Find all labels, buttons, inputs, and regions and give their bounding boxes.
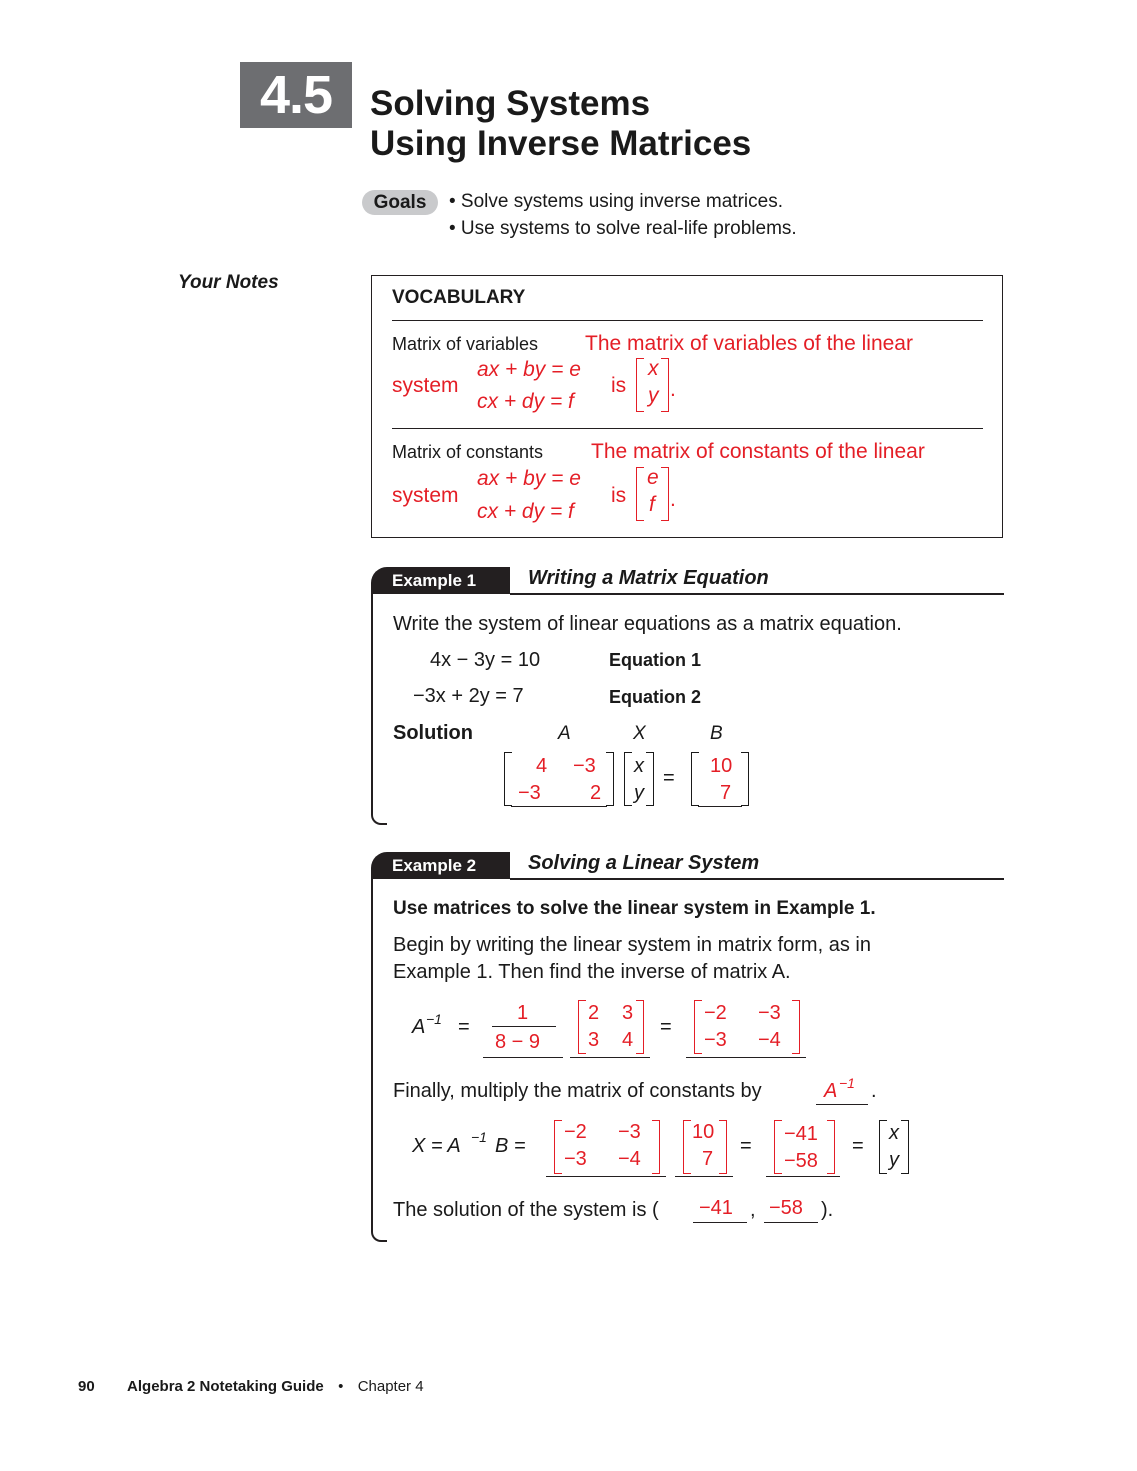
finally-answer-exponent: −1 bbox=[839, 1075, 855, 1091]
bracket-left bbox=[879, 1120, 887, 1174]
bracket-left bbox=[636, 358, 644, 412]
bracket-left bbox=[624, 752, 632, 806]
label-B: B bbox=[710, 723, 723, 744]
matrix-a-12: −3 bbox=[573, 755, 596, 777]
answer-underline bbox=[570, 1057, 650, 1058]
x-lhs: X = A bbox=[412, 1135, 461, 1157]
b-2: 7 bbox=[702, 1148, 714, 1170]
fraction-numerator: 1 bbox=[517, 1002, 529, 1024]
adj-22: 4 bbox=[622, 1029, 634, 1051]
finally-period: . bbox=[871, 1080, 877, 1102]
bracket-right bbox=[606, 752, 614, 806]
section-number: 4.5 bbox=[240, 62, 352, 128]
example1-title: Writing a Matrix Equation bbox=[528, 567, 769, 589]
equals-sign: = bbox=[663, 767, 675, 789]
answer-underline bbox=[686, 1057, 806, 1058]
label-A: A bbox=[558, 723, 571, 744]
bracket-left bbox=[683, 1120, 691, 1174]
example2-title: Solving a Linear System bbox=[528, 852, 760, 874]
page-number: 90 bbox=[78, 1378, 95, 1395]
example1-bracket bbox=[371, 593, 387, 825]
footer-bullet: • bbox=[338, 1378, 344, 1395]
bracket-right bbox=[719, 1120, 727, 1174]
inv-12: −3 bbox=[618, 1121, 641, 1143]
inv-22: −4 bbox=[758, 1029, 781, 1051]
solution-x: −41 bbox=[699, 1197, 733, 1219]
example2-tab: Example 2 bbox=[371, 852, 510, 879]
page-title bbox=[370, 84, 751, 164]
bracket-left bbox=[691, 752, 699, 806]
vocab-eq2: cx + dy = f bbox=[477, 500, 574, 523]
vocab-matrix-entry: x bbox=[648, 357, 659, 380]
vocabulary-heading: VOCABULARY bbox=[392, 287, 526, 308]
bracket-right bbox=[646, 752, 654, 806]
xy-1: x bbox=[889, 1122, 899, 1144]
equals-sign: = bbox=[740, 1135, 752, 1157]
answer-underline bbox=[675, 1176, 733, 1177]
bracket-right bbox=[741, 752, 749, 806]
bracket-left bbox=[578, 1000, 586, 1054]
solution-comma: , bbox=[750, 1199, 756, 1221]
bracket-right bbox=[652, 1120, 660, 1174]
page-footer bbox=[78, 1378, 424, 1395]
ainv-lhs: A bbox=[412, 1016, 426, 1038]
answer-underline bbox=[511, 806, 607, 807]
bracket-left bbox=[694, 1000, 702, 1054]
solution-label: Solution bbox=[393, 722, 473, 744]
matrix-b-1: 10 bbox=[710, 755, 733, 777]
b-1: 10 bbox=[692, 1121, 715, 1143]
bracket-left bbox=[774, 1120, 782, 1174]
x-lhs-rest: B = bbox=[495, 1135, 526, 1157]
vocab-eq1: ax + by = e bbox=[477, 467, 581, 490]
solution-close: ). bbox=[821, 1199, 834, 1221]
label-X: X bbox=[633, 723, 646, 744]
equals-sign: = bbox=[660, 1016, 672, 1038]
example1-tab: Example 1 bbox=[371, 567, 510, 594]
matrix-a-22: 2 bbox=[590, 782, 602, 804]
answer-underline bbox=[693, 1222, 747, 1223]
divider bbox=[392, 428, 983, 429]
vocab-period: . bbox=[670, 378, 676, 401]
matrix-a-11: 4 bbox=[536, 755, 548, 777]
matrix-a-21: −3 bbox=[518, 782, 541, 804]
vocab-matrix-entry: y bbox=[648, 384, 659, 407]
equation-1: 4x − 3y = 10 bbox=[430, 649, 541, 671]
title-line-2: Using Inverse Matrices bbox=[370, 124, 752, 163]
example2-text-1: Begin by writing the linear system in matrix form, as in bbox=[393, 934, 871, 956]
bracket-right bbox=[792, 1000, 800, 1054]
vocab-is: is bbox=[611, 374, 627, 397]
ainv-exponent: −1 bbox=[426, 1011, 442, 1027]
inv-21: −3 bbox=[564, 1148, 587, 1170]
answer-underline bbox=[764, 1222, 818, 1223]
vocab-system-word: system bbox=[392, 374, 459, 397]
answer-underline bbox=[698, 806, 742, 807]
vocab-def-variables: The matrix of variables of the linear bbox=[585, 332, 913, 355]
fraction-denominator: 8 − 9 bbox=[495, 1031, 541, 1053]
chapter-label: Chapter 4 bbox=[357, 1378, 424, 1395]
fraction-bar bbox=[492, 1026, 556, 1027]
bracket-left bbox=[504, 752, 512, 806]
answer-underline bbox=[816, 1104, 868, 1105]
divider bbox=[392, 320, 983, 321]
answer-underline bbox=[766, 1176, 840, 1177]
vocabulary-box bbox=[371, 275, 1003, 538]
answer-underline bbox=[546, 1176, 666, 1177]
solution-y: −58 bbox=[769, 1197, 803, 1219]
example1-rule bbox=[510, 593, 1004, 595]
book-title: Algebra 2 Notetaking Guide bbox=[127, 1378, 324, 1395]
vocab-matrix-entry: e bbox=[647, 466, 659, 489]
goal-item-1: • Solve systems using inverse matrices. bbox=[449, 191, 783, 212]
equation-2: −3x + 2y = 7 bbox=[413, 685, 524, 707]
bracket-right bbox=[636, 1000, 644, 1054]
equals-sign: = bbox=[852, 1135, 864, 1157]
bracket-right bbox=[901, 1120, 909, 1174]
vocab-matrix-entry: f bbox=[649, 493, 655, 516]
bracket-right bbox=[661, 467, 669, 521]
finally-answer: A bbox=[824, 1080, 838, 1102]
inv-21: −3 bbox=[704, 1029, 727, 1051]
vocab-system-word: system bbox=[392, 484, 459, 507]
title-line-1: Solving Systems bbox=[370, 84, 651, 123]
result-2: −58 bbox=[784, 1150, 818, 1172]
vocab-is: is bbox=[611, 484, 627, 507]
equals-sign: = bbox=[458, 1016, 470, 1038]
example2-text-2: Example 1. Then find the inverse of matrix A. bbox=[393, 961, 791, 983]
vocab-term-constants: Matrix of constants bbox=[392, 442, 544, 462]
vocab-eq1: ax + by = e bbox=[477, 358, 581, 381]
inv-22: −4 bbox=[618, 1148, 641, 1170]
adj-11: 2 bbox=[588, 1002, 600, 1024]
result-1: −41 bbox=[784, 1123, 818, 1145]
bracket-left bbox=[636, 467, 644, 521]
your-notes-label: Your Notes bbox=[178, 272, 279, 293]
finally-text: Finally, multiply the matrix of constants by bbox=[393, 1080, 762, 1102]
bracket-left bbox=[554, 1120, 562, 1174]
goal-item-2: • Use systems to solve real-life problems. bbox=[449, 218, 797, 239]
adj-12: 3 bbox=[622, 1002, 634, 1024]
xy-2: y bbox=[889, 1149, 899, 1171]
vocab-term-variables: Matrix of variables bbox=[392, 334, 539, 354]
goals-label: Goals bbox=[362, 190, 438, 215]
vocab-period: . bbox=[670, 488, 676, 511]
bracket-right bbox=[827, 1120, 835, 1174]
matrix-x-2: y bbox=[634, 782, 644, 804]
adj-21: 3 bbox=[588, 1029, 600, 1051]
vocab-eq2: cx + dy = f bbox=[477, 390, 574, 413]
example2-bracket bbox=[371, 878, 387, 1242]
example2-prompt: Use matrices to solve the linear system in Example 1. bbox=[393, 898, 876, 919]
example1-prompt: Write the system of linear equations as a matrix equation. bbox=[393, 613, 902, 635]
x-lhs-exponent: −1 bbox=[471, 1129, 487, 1145]
equation-1-label: Equation 1 bbox=[609, 650, 702, 670]
matrix-b-2: 7 bbox=[720, 782, 732, 804]
answer-underline bbox=[483, 1057, 563, 1058]
matrix-x-1: x bbox=[634, 755, 644, 777]
vocab-def-constants: The matrix of constants of the linear bbox=[591, 440, 925, 463]
solution-text: The solution of the system is ( bbox=[393, 1199, 659, 1221]
inv-12: −3 bbox=[758, 1002, 781, 1024]
inv-11: −2 bbox=[564, 1121, 587, 1143]
equation-2-label: Equation 2 bbox=[609, 687, 702, 707]
example2-rule bbox=[510, 878, 1004, 880]
bracket-right bbox=[661, 358, 669, 412]
inv-11: −2 bbox=[704, 1002, 727, 1024]
